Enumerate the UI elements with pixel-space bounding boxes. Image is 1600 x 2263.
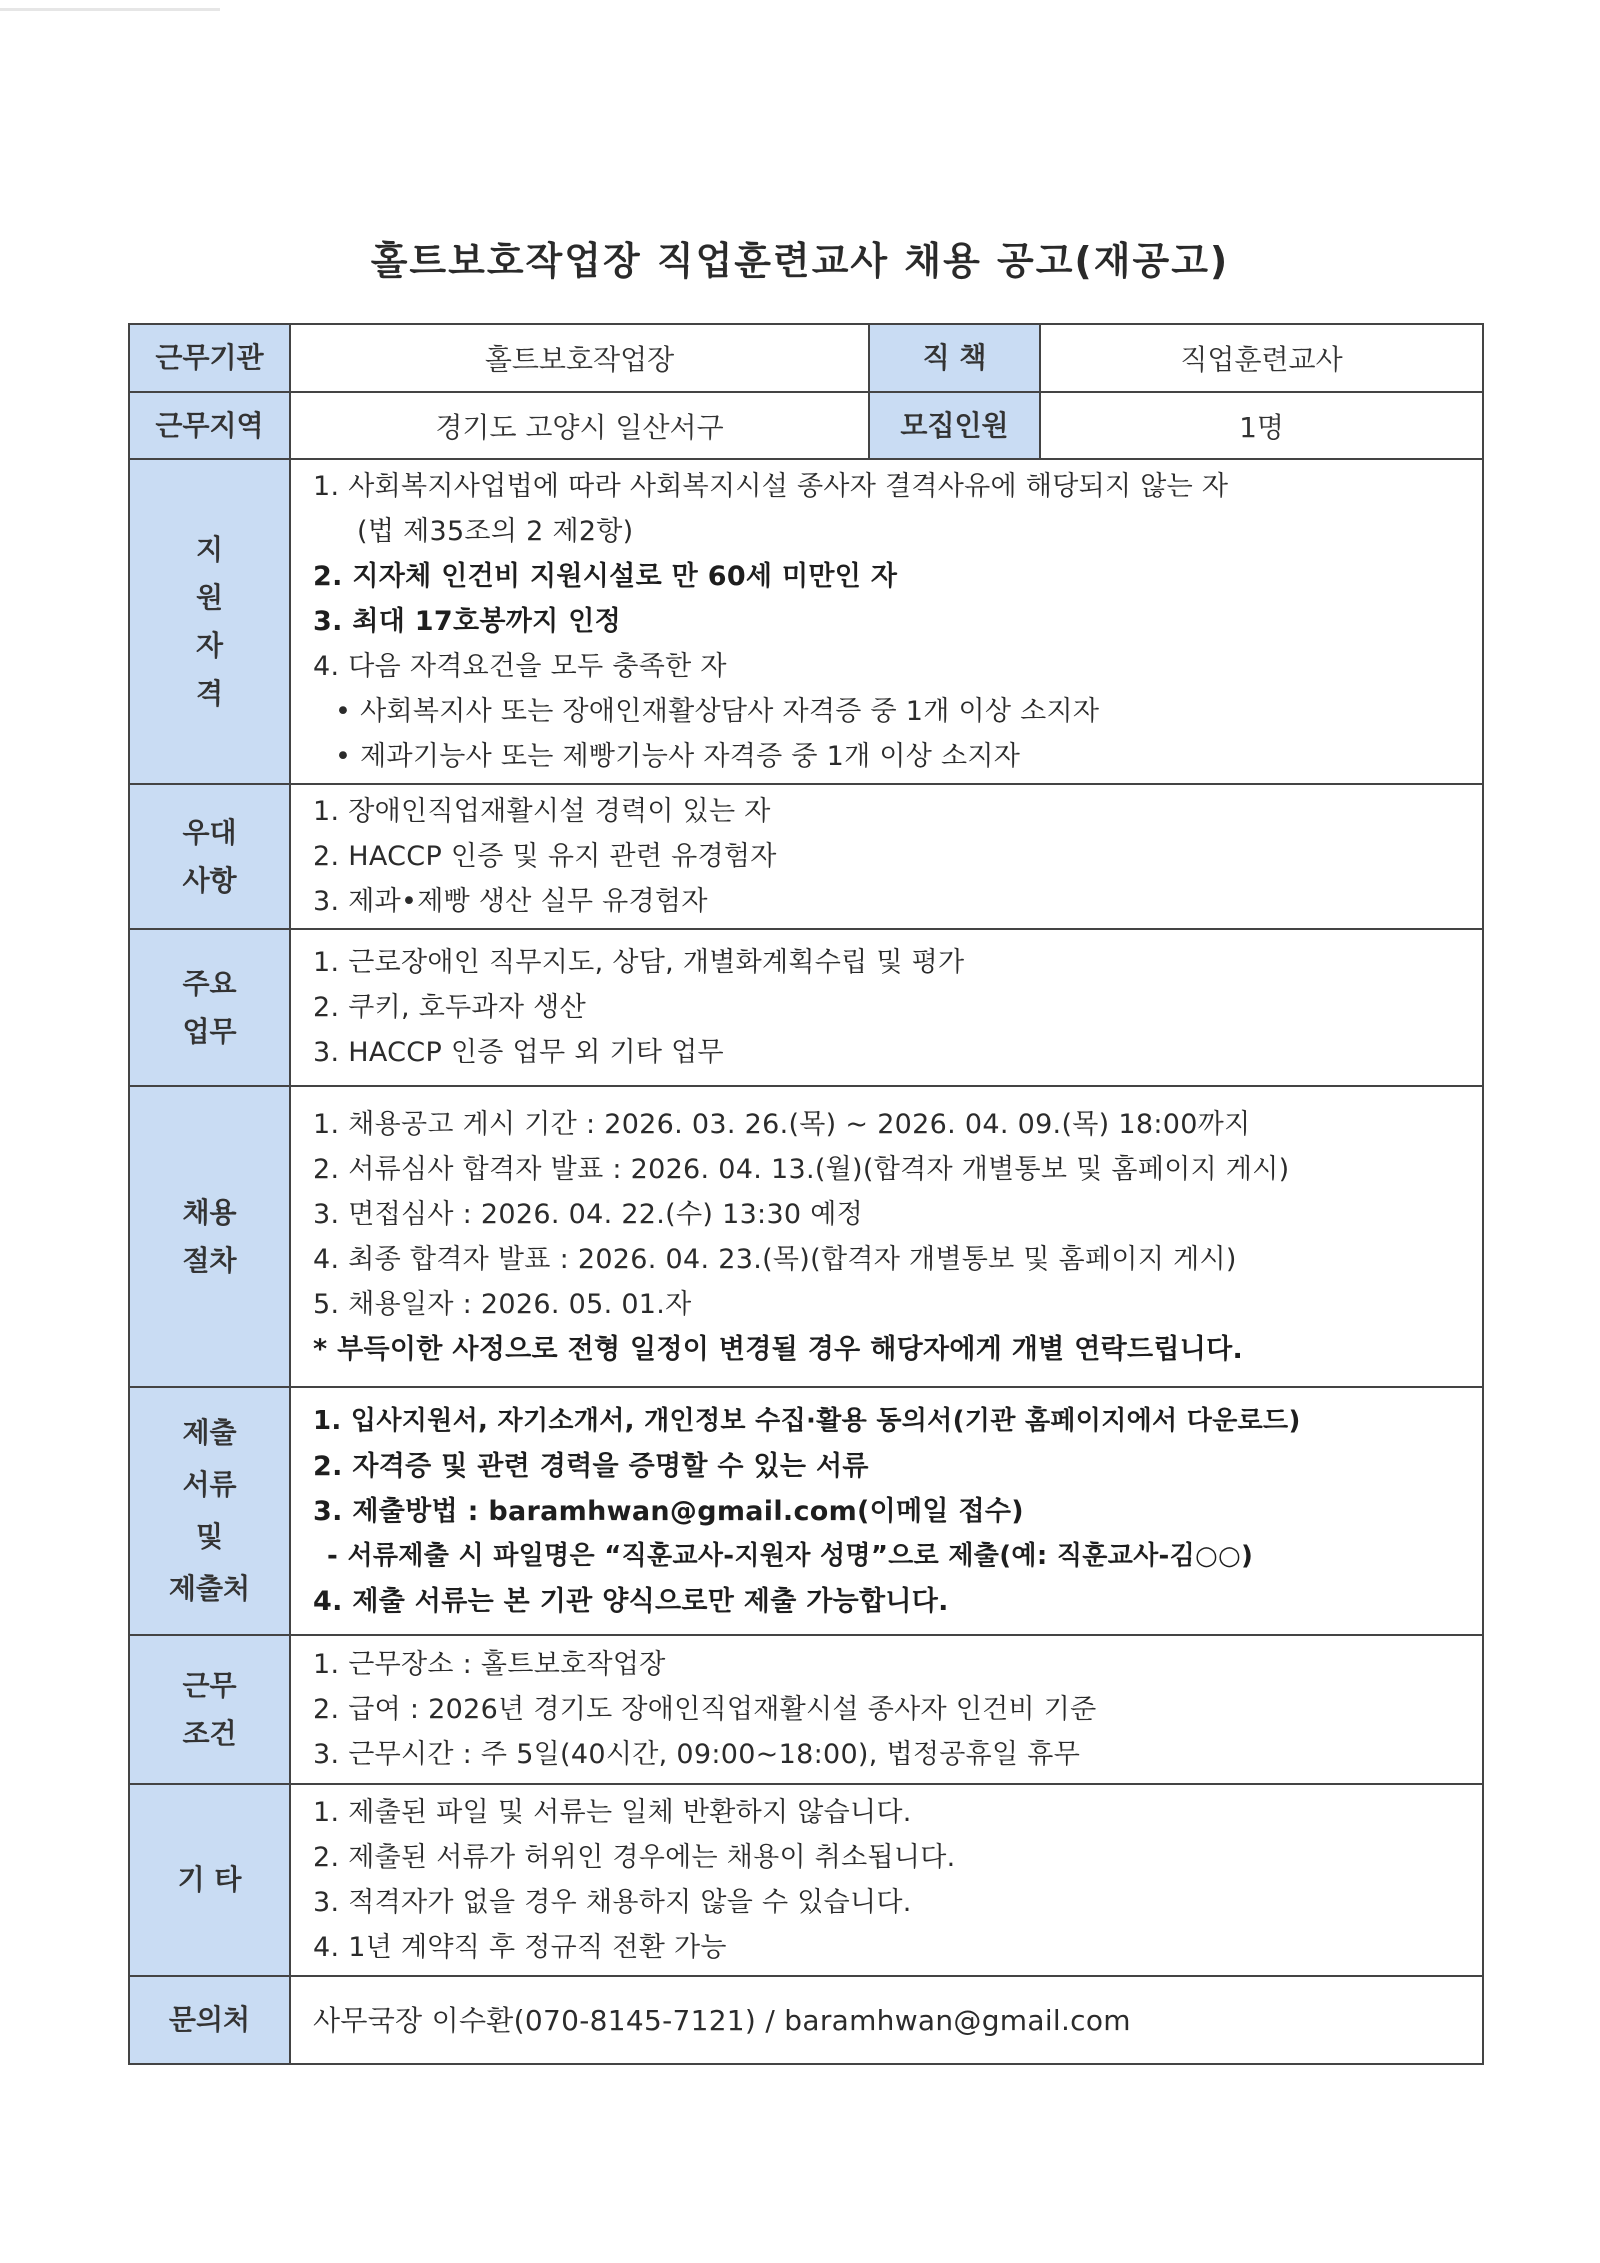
scan-artifact	[0, 8, 220, 11]
list-item: 3. 최대 17호봉까지 인정	[313, 606, 621, 637]
label-headcount: 모집인원	[869, 392, 1040, 459]
list-item: 1. 입사지원서, 자기소개서, 개인정보 수집·활용 동의서(기관 홈페이지에서 다운로드)	[313, 1405, 1301, 1436]
list-item: 1. 사회복지사업법에 따라 사회복지시설 종사자 결격사유에 해당되지 않는 자	[313, 471, 1229, 502]
label-qualification: 지 원 자 격	[129, 459, 290, 784]
list-item: 5. 채용일자 : 2026. 05. 01.자	[313, 1288, 692, 1320]
content-conditions	[290, 1635, 1483, 1784]
list-item: - 서류제출 시 파일명은 “직훈교사-지원자 성명”으로 제출(예: 직훈교사-김○○)	[327, 1540, 1254, 1571]
label-conditions: 근무 조건	[129, 1635, 290, 1784]
page-title: 홀트보호작업장 직업훈련교사 채용 공고(재공고)	[370, 239, 1230, 283]
list-item: 2. 쿠키, 호두과자 생산	[313, 992, 586, 1023]
value-position: 직업훈련교사	[1040, 324, 1483, 392]
label-contact: 문의처	[129, 1976, 290, 2064]
list-item: (법 제35조의 2 제2항)	[357, 516, 634, 547]
content-etc	[290, 1784, 1483, 1976]
list-item: 3. 적격자가 없을 경우 채용하지 않을 수 있습니다.	[313, 1887, 912, 1918]
row-contact	[129, 1976, 1483, 2064]
label-institution: 근무기관	[129, 324, 290, 392]
list-item: 2. 지자체 인건비 지원시설로 만 60세 미만인 자	[313, 561, 898, 592]
content-procedure	[290, 1086, 1483, 1387]
row-procedure	[129, 1086, 1483, 1387]
row-etc	[129, 1784, 1483, 1976]
list-item: 1. 제출된 파일 및 서류는 일체 반환하지 않습니다.	[313, 1797, 912, 1828]
label-procedure: 채용 절차	[129, 1086, 290, 1387]
value-region: 경기도 고양시 일산서구	[290, 392, 869, 459]
row-submission	[129, 1387, 1483, 1635]
label-etc: 기 타	[129, 1784, 290, 1976]
list-item: 2. 제출된 서류가 허위인 경우에는 채용이 취소됩니다.	[313, 1842, 956, 1873]
list-item: 3. 제출방법 : baramhwan@gmail.com(이메일 접수)	[313, 1495, 1024, 1527]
label-submission: 제출 서류 및 제출처	[129, 1387, 290, 1635]
list-item: • 사회복지사 또는 장애인재활상담사 자격증 중 1개 이상 소지자	[335, 696, 1100, 727]
label-position: 직 책	[869, 324, 1040, 392]
row-institution	[129, 324, 1483, 392]
list-item: 1. 근무장소 : 홀트보호작업장	[313, 1649, 666, 1680]
list-item: * 부득이한 사정으로 전형 일정이 변경될 경우 해당자에게 개별 연락드립니다.	[313, 1333, 1244, 1365]
list-item: 1. 장애인직업재활시설 경력이 있는 자	[313, 796, 771, 827]
label-region: 근무지역	[129, 392, 290, 459]
row-duties	[129, 929, 1483, 1086]
list-item: 4. 최종 합격자 발표 : 2026. 04. 23.(목)(합격자 개별통보 및 홈페이지 게시)	[313, 1243, 1237, 1275]
list-item: 4. 다음 자격요건을 모두 충족한 자	[313, 651, 727, 682]
label-preference: 우대 사항	[129, 784, 290, 929]
content-qualification	[290, 459, 1483, 784]
list-item: 3. HACCP 인증 업무 외 기타 업무	[313, 1037, 724, 1068]
content-contact	[290, 1976, 1483, 2064]
list-item: 2. 서류심사 합격자 발표 : 2026. 04. 13.(월)(합격자 개별통보 및 홈페이지 게시)	[313, 1153, 1290, 1185]
list-item: 3. 근무시간 : 주 5일(40시간, 09:00~18:00), 법정공휴일 휴무	[313, 1739, 1081, 1770]
list-item: 1. 근로장애인 직무지도, 상담, 개별화계획수립 및 평가	[313, 947, 965, 978]
list-item: 4. 제출 서류는 본 기관 양식으로만 제출 가능합니다.	[313, 1585, 949, 1617]
row-conditions	[129, 1635, 1483, 1784]
list-item: 2. HACCP 인증 및 유지 관련 유경험자	[313, 841, 777, 872]
list-item: 2. 자격증 및 관련 경력을 증명할 수 있는 서류	[313, 1450, 869, 1482]
content-preference	[290, 784, 1483, 929]
contact-info: 사무국장 이수환(070-8145-7121) / baramhwan@gmail.com	[313, 2003, 1131, 2037]
list-item: 3. 면접심사 : 2026. 04. 22.(수) 13:30 예정	[313, 1198, 864, 1230]
row-region	[129, 392, 1483, 459]
row-preference	[129, 784, 1483, 929]
notice-table	[128, 323, 1484, 2065]
content-duties	[290, 929, 1483, 1086]
content-submission	[290, 1387, 1483, 1635]
value-institution: 홀트보호작업장	[290, 324, 869, 392]
list-item: 3. 제과•제빵 생산 실무 유경험자	[313, 886, 708, 917]
row-qualification	[129, 459, 1483, 784]
label-duties: 주요 업무	[129, 929, 290, 1086]
list-item: 1. 채용공고 게시 기간 : 2026. 03. 26.(목) ~ 2026. 04. 09.(목) 18:00까지	[313, 1108, 1251, 1140]
list-item: 2. 급여 : 2026년 경기도 장애인직업재활시설 종사자 인건비 기준	[313, 1694, 1097, 1725]
list-item: • 제과기능사 또는 제빵기능사 자격증 중 1개 이상 소지자	[335, 741, 1021, 772]
value-headcount: 1명	[1040, 392, 1483, 459]
list-item: 4. 1년 계약직 후 정규직 전환 가능	[313, 1932, 727, 1963]
